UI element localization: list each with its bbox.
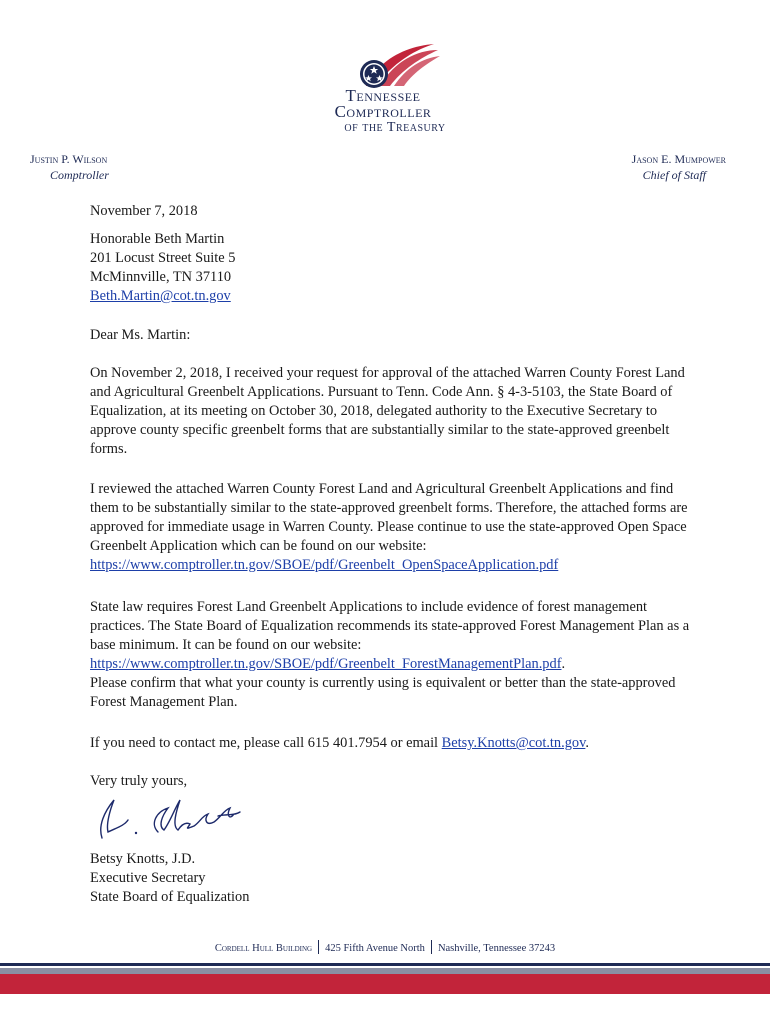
footer-divider [318, 940, 319, 954]
paragraph-1: On November 2, 2018, I received your request for approval of the attached Warren County Forest Land and Agricultural Greenbelt Applications. Pursuant to Tenn. Code Ann. § 4-3-5103, the State Board of Equalization, at its meeting on October 30, 2018, delegated authority to the Executive Secretary to approve county specific greenbelt forms that are substantially similar to the state-approved greenbelt forms. [90, 365, 685, 457]
recipient-block [90, 230, 690, 306]
footer-street: 425 Fifth Avenue North [325, 943, 425, 954]
signer-title: Executive Secretary [90, 870, 206, 886]
signer-organization: State Board of Equalization [90, 889, 250, 905]
recipient-street: 201 Locust Street Suite 5 [90, 250, 236, 266]
signer-name: Betsy Knotts, J.D. [90, 851, 196, 867]
paragraph-2 [90, 480, 690, 575]
signature-icon [84, 786, 274, 846]
recipient-name: Honorable Beth Martin [90, 231, 225, 247]
org-name-line3: of the Treasury [344, 120, 446, 135]
footer-building: Cordell Hull Building [214, 943, 313, 954]
signer-block [90, 850, 690, 907]
recipient-city: McMinnville, TN 37110 [90, 269, 232, 285]
paragraph-3-link-period: . [561, 656, 566, 672]
comptroller-title: Comptroller [50, 168, 109, 182]
letter-date: November 7, 2018 [90, 203, 198, 219]
paragraph-2-text: I reviewed the attached Warren County Forest Land and Agricultural Greenbelt Applications and find them to be substantially similar to the state-approved greenbelt forms. Therefore, the attached forms are approved for immediate usage in Warren County. Please continue to use the state-approved Open Space Greenbelt Application which can be found on our website: [90, 481, 688, 554]
footer-divider [431, 940, 432, 954]
forest-management-plan-link[interactable]: https://www.comptroller.tn.gov/SBOE/pdf/Greenbelt_ForestManagementPlan.pdf [90, 656, 562, 672]
closing: Very truly yours, [90, 773, 188, 789]
footer-city: Nashville, Tennessee 37243 [437, 943, 556, 954]
comptroller-logo-icon [330, 40, 440, 92]
contact-line [90, 734, 730, 753]
contact-email-link[interactable]: Betsy.Knotts@cot.tn.gov [441, 735, 586, 751]
footer-red-band [0, 974, 770, 994]
paragraph-3-text: State law requires Forest Land Greenbelt Applications to include evidence of forest management practices. The State Board of Equalization recommends its state-approved Forest Management Plan as a base minimum. It can be found on our website: [90, 599, 690, 653]
contact-period: . [585, 735, 589, 751]
paragraph-3-tail: Please confirm that what your county is currently using is equivalent or better than the state-approved Forest Management Plan. [90, 675, 676, 710]
chief-of-staff-title: Chief of Staff [642, 168, 706, 182]
salutation: Dear Ms. Martin: [90, 327, 191, 343]
org-name-line1: Tennessee [345, 86, 421, 105]
footer-navy-rule [0, 963, 770, 966]
org-name-line2: Comptroller [334, 102, 432, 121]
comptroller-name: Justin P. Wilson [30, 152, 108, 166]
recipient-email-link[interactable]: Beth.Martin@cot.tn.gov [90, 288, 231, 304]
footer-address [0, 940, 770, 954]
paragraph-3 [90, 598, 690, 712]
contact-text: If you need to contact me, please call 615 401.7954 or email [90, 735, 439, 751]
open-space-application-link[interactable]: https://www.comptroller.tn.gov/SBOE/pdf/Greenbelt_OpenSpaceApplication.pdf [90, 557, 559, 573]
chief-of-staff-name: Jason E. Mumpower [631, 152, 726, 166]
